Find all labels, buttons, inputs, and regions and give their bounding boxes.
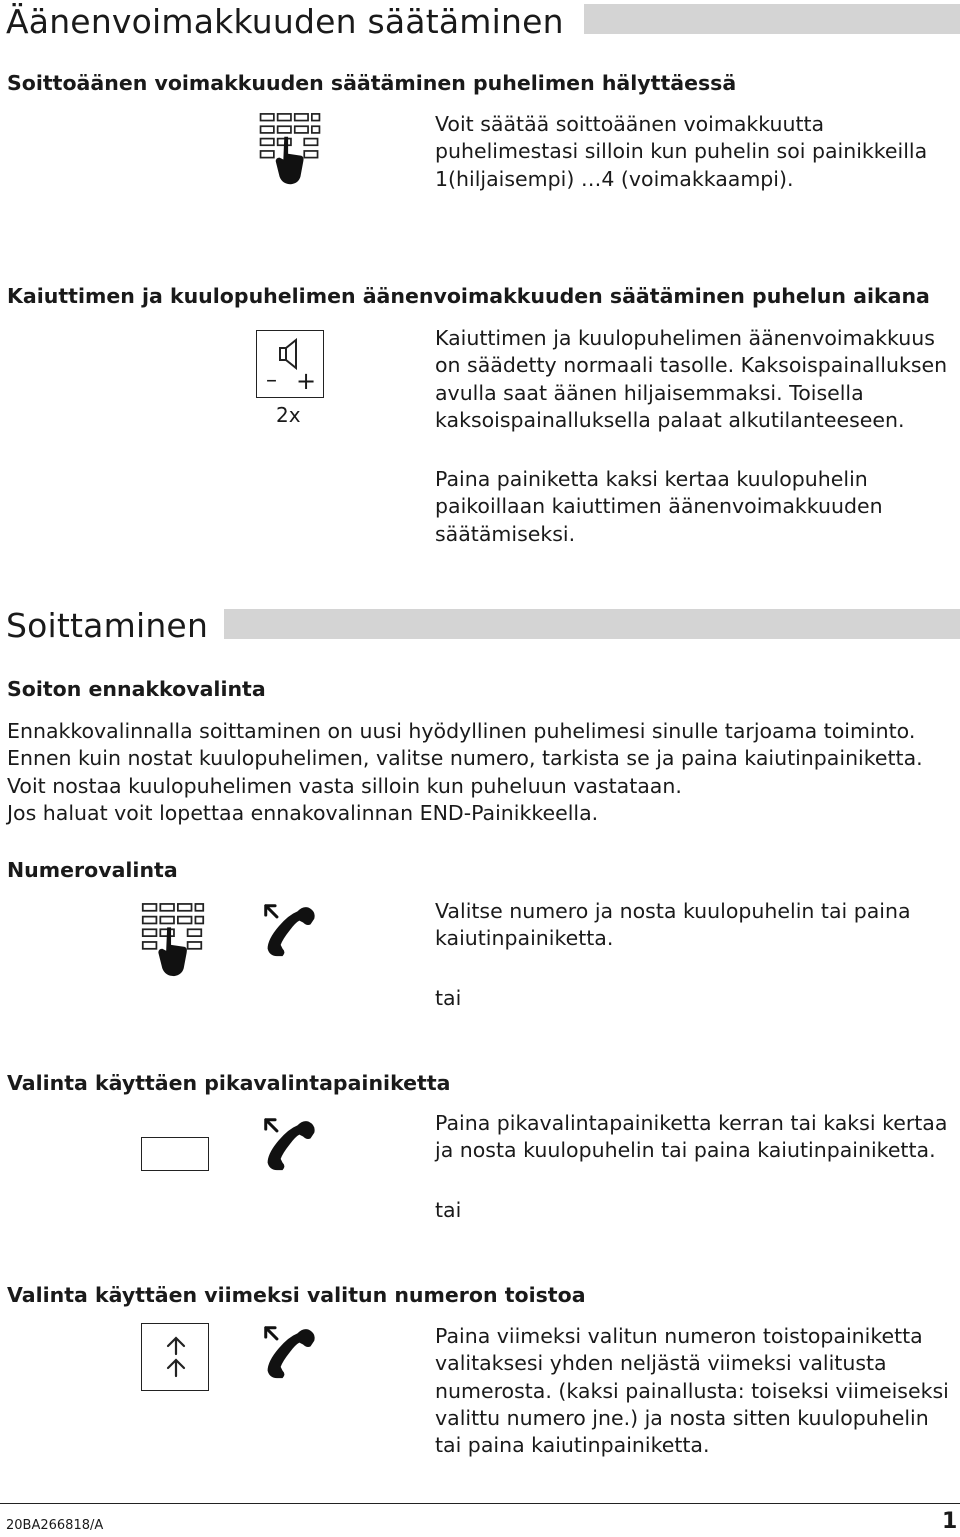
ring-volume-text [435, 111, 927, 193]
text-line: Ennakkovalinnalla soittaminen on uusi hyödyllinen puhelimesi sinulle tarjoama toiminto. [7, 719, 916, 743]
keypad-press-icon [258, 112, 322, 188]
text-line: säätämiseksi. [435, 521, 576, 546]
speed-dial-key-icon [141, 1137, 209, 1171]
text-line: valittu numero jne.) ja nosta sitten kuulopuhelin [435, 1405, 929, 1430]
predial-text [7, 718, 923, 827]
volume-minus-label: – [266, 368, 277, 393]
redial-key-icon [141, 1323, 209, 1391]
text-line: Voit nostaa kuulopuhelimen vasta silloin kun puheluun vastataan. [7, 773, 682, 798]
call-volume-text [435, 325, 947, 434]
volume-plus-label: + [296, 367, 317, 395]
handset-lift-icon [262, 1324, 318, 1380]
text-line: paikoillaan kaiuttimen äänenvoimakkuuden [435, 494, 883, 519]
text-line: Ennen kuin nostat kuulopuhelimen, valitse numero, tarkista se ja paina kaiutinpainiketta. [7, 746, 923, 771]
speed-dial-text [435, 1110, 947, 1165]
text-line: tai paina kaiutinpainiketta. [435, 1433, 710, 1458]
handset-lift-icon [262, 902, 318, 958]
press-count-label: 2x [276, 403, 301, 427]
text-line: valitaksesi yhden neljästä viimeksi valitusta [435, 1351, 887, 1376]
text-line: Paina viimeksi valitun numeron toistopainiketta [435, 1324, 923, 1348]
title-bar [584, 4, 960, 34]
handset-lift-icon [262, 1116, 318, 1172]
page-title: Äänenvoimakkuuden säätäminen [6, 2, 564, 41]
subheading-redial: Valinta käyttäen viimeksi valitun numeron toistoa [7, 1283, 586, 1307]
subheading-call-volume: Kaiuttimen ja kuulopuhelimen äänenvoimakkuuden säätäminen puhelun aikana [7, 284, 930, 308]
keypad-press-icon [140, 902, 206, 980]
text-line: Voit säätää soittoäänen voimakkuutta [435, 112, 825, 136]
text-line: Jos haluat voit lopettaa ennakovalinnan END-Painikkeella. [7, 800, 599, 825]
subheading-speed-dial: Valinta käyttäen pikavalintapainiketta [7, 1071, 451, 1095]
document-code: 20BA266818/A [6, 1518, 104, 1533]
redial-text [435, 1323, 949, 1459]
title-bar [224, 609, 960, 639]
footer-rule [0, 1503, 960, 1504]
subheading-number-dial: Numerovalinta [7, 858, 178, 882]
text-line: Paina painiketta kaksi kertaa kuulopuhelin [435, 467, 868, 491]
subheading-predial: Soiton ennakkovalinta [7, 677, 266, 701]
number-dial-text [435, 898, 911, 953]
text-line: Kaiuttimen ja kuulopuhelimen äänenvoimakkuus [435, 326, 935, 350]
text-line: numerosta. (kaksi painallusta: toiseksi viimeiseksi [435, 1378, 949, 1403]
or-label: tai [435, 1198, 462, 1222]
text-line: puhelimestasi silloin kun puhelin soi painikkeilla [435, 139, 928, 164]
text-line: Paina pikavalintapainiketta kerran tai kaksi kertaa [435, 1111, 948, 1135]
speaker-key-icon [256, 330, 324, 398]
text-line: avulla saat äänen hiljaisemmaksi. Toisella [435, 380, 864, 405]
subheading-ring-volume: Soittoäänen voimakkuuden säätäminen puhelimen hälyttäessä [7, 71, 737, 95]
text-line: Valitse numero ja nosta kuulopuhelin tai paina [435, 899, 911, 923]
section-title: Soittaminen [6, 606, 209, 645]
handset-volume-text [435, 466, 883, 548]
text-line: on säädetty normaali tasolle. Kaksoispainalluksen [435, 353, 948, 378]
page-number: 1 [942, 1509, 958, 1534]
text-line: ja nosta kuulopuhelin tai paina kaiutinpainiketta. [435, 1138, 936, 1163]
text-line: 1(hiljaisempi) …4 (voimakkaampi). [435, 166, 794, 191]
or-label: tai [435, 986, 462, 1010]
text-line: kaiutinpainiketta. [435, 926, 614, 951]
text-line: kaksoispainalluksella palaat alkutilanteeseen. [435, 407, 905, 432]
